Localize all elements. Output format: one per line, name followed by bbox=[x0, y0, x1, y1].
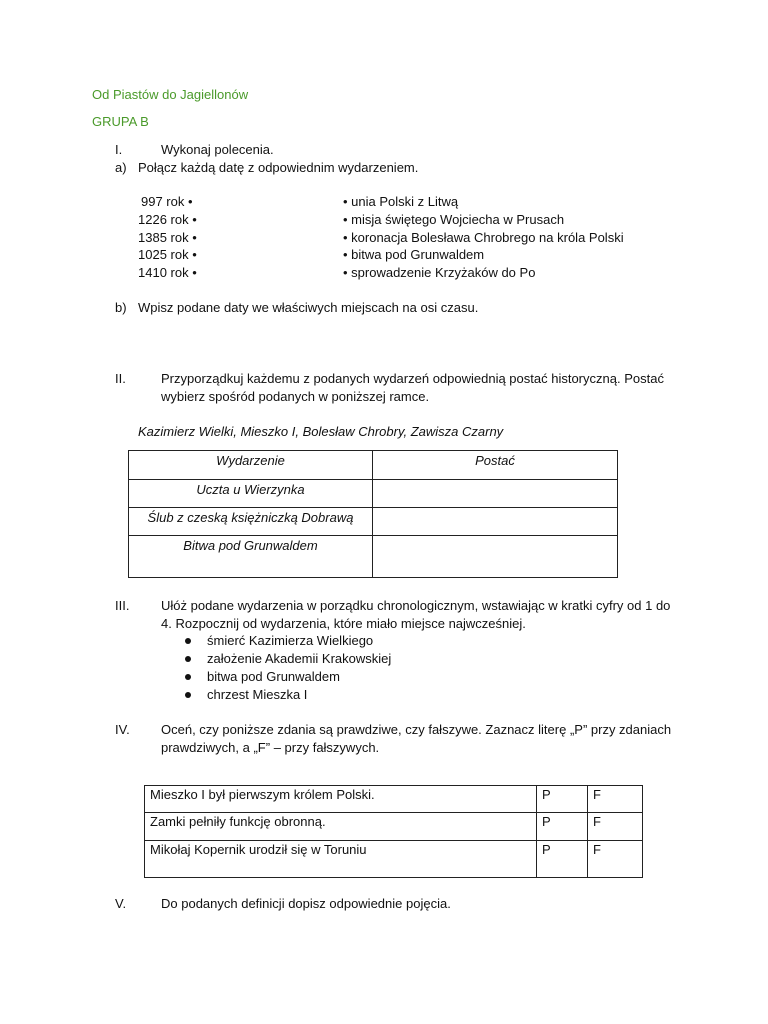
table-row bbox=[129, 508, 618, 536]
task1-text: Wykonaj polecenia. bbox=[161, 142, 274, 157]
names-list: Kazimierz Wielki, Mieszko I, Bolesław Chrobry, Zawisza Czarny bbox=[138, 424, 504, 439]
bullet-icon bbox=[185, 674, 191, 680]
date-item: 1385 rok • bbox=[138, 230, 197, 245]
table-row bbox=[145, 786, 643, 813]
date-item: 997 rok • bbox=[141, 194, 193, 209]
task1a-text: Połącz każdą datę z odpowiednim wydarzeniem. bbox=[138, 160, 419, 175]
table-row bbox=[129, 536, 618, 578]
page-title: Od Piastów do Jagiellonów bbox=[92, 87, 249, 102]
statement-cell: Zamki pełniły funkcję obronną. bbox=[145, 813, 537, 841]
statement-cell: Mikołaj Kopernik urodził się w Toruniu bbox=[145, 841, 537, 878]
task2-line1: Przyporządkuj każdemu z podanych wydarzeń odpowiednią postać historyczną. Postać bbox=[161, 371, 664, 386]
task2-number: II. bbox=[115, 371, 126, 386]
table-row bbox=[145, 841, 643, 878]
date-item: 1226 rok • bbox=[138, 212, 197, 227]
list-item: chrzest Mieszka I bbox=[185, 687, 307, 702]
task3-number: III. bbox=[115, 598, 130, 613]
event-item: • koronacja Bolesława Chrobrego na króla Polski bbox=[343, 230, 624, 245]
event-cell: Ślub z czeską księżniczką Dobrawą bbox=[129, 508, 373, 536]
task4-number: IV. bbox=[115, 722, 130, 737]
task3-line2: 4. Rozpocznij od wydarzenia, które miało miejsce najwcześniej. bbox=[161, 616, 526, 631]
bullet-icon bbox=[185, 638, 191, 644]
task1-number: I. bbox=[115, 142, 123, 157]
bullet-icon bbox=[185, 656, 191, 662]
task1b-label: b) bbox=[115, 300, 127, 315]
header-person: Postać bbox=[373, 451, 618, 480]
event-cell: Bitwa pod Grunwaldem bbox=[129, 536, 373, 578]
answer-cell[interactable] bbox=[373, 480, 618, 508]
false-option[interactable]: F bbox=[588, 813, 643, 841]
event-cell: Uczta u Wierzynka bbox=[129, 480, 373, 508]
event-item: • bitwa pod Grunwaldem bbox=[343, 247, 485, 262]
task5-number: V. bbox=[115, 896, 127, 911]
list-item: śmierć Kazimierza Wielkiego bbox=[185, 633, 373, 648]
true-option[interactable]: P bbox=[537, 841, 588, 878]
false-option[interactable]: F bbox=[588, 841, 643, 878]
task4-line2: prawdziwych, a „F” – przy fałszywych. bbox=[161, 740, 380, 755]
true-false-table bbox=[144, 785, 643, 878]
matching-table bbox=[128, 450, 618, 578]
task5-text: Do podanych definicji dopisz odpowiednie pojęcia. bbox=[161, 896, 451, 911]
list-item: bitwa pod Grunwaldem bbox=[185, 669, 340, 684]
group-label: GRUPA B bbox=[92, 114, 149, 129]
bullet-icon bbox=[185, 692, 191, 698]
task2-line2: wybierz spośród podanych w poniższej ramce. bbox=[161, 389, 430, 404]
task1a-label: a) bbox=[115, 160, 127, 175]
event-item: • unia Polski z Litwą bbox=[343, 194, 459, 209]
event-item: • misja świętego Wojciecha w Prusach bbox=[343, 212, 565, 227]
true-option[interactable]: P bbox=[537, 786, 588, 813]
task3-line1: Ułóż podane wydarzenia w porządku chronologicznym, wstawiając w kratki cyfry od 1 do bbox=[161, 598, 671, 613]
true-option[interactable]: P bbox=[537, 813, 588, 841]
table-row bbox=[129, 480, 618, 508]
statement-cell: Mieszko I był pierwszym królem Polski. bbox=[145, 786, 537, 813]
answer-cell[interactable] bbox=[373, 508, 618, 536]
date-item: 1410 rok • bbox=[138, 265, 197, 280]
answer-cell[interactable] bbox=[373, 536, 618, 578]
task4-line1: Oceń, czy poniższe zdania są prawdziwe, czy fałszywe. Zaznacz literę „P” przy zdaniach bbox=[161, 722, 672, 737]
date-item: 1025 rok • bbox=[138, 247, 197, 262]
list-item: założenie Akademii Krakowskiej bbox=[185, 651, 391, 666]
table-row bbox=[145, 813, 643, 841]
task1b-text: Wpisz podane daty we właściwych miejscach na osi czasu. bbox=[138, 300, 479, 315]
false-option[interactable]: F bbox=[588, 786, 643, 813]
event-item: • sprowadzenie Krzyżaków do Po bbox=[343, 265, 536, 280]
header-event: Wydarzenie bbox=[129, 451, 373, 480]
table-header-row bbox=[129, 451, 618, 480]
